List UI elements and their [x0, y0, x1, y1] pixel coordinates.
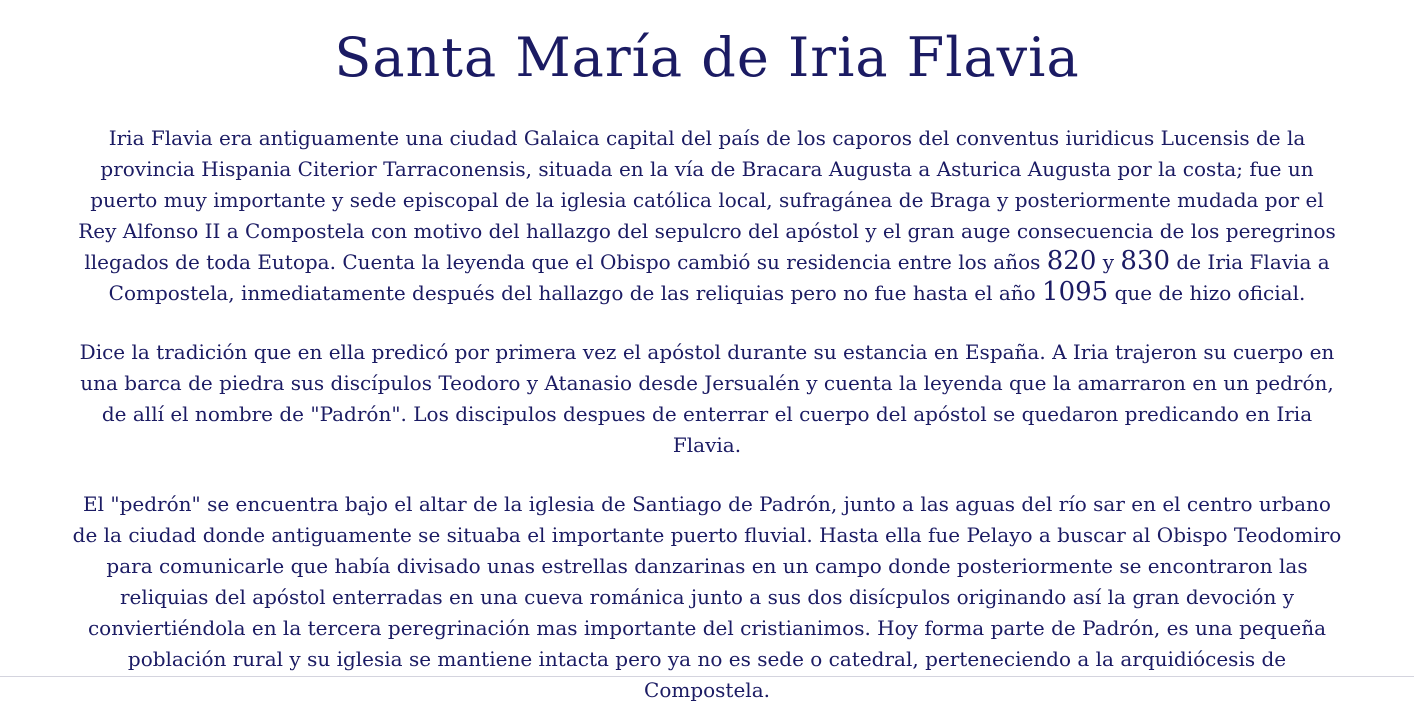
paragraph-text: y: [1096, 250, 1121, 274]
paragraph-text: El "pedrón" se encuentra bajo el altar de la iglesia de Santiago de Padrón, junto a las aguas del río sar en el centro urbano de la ciudad donde antiguamente se situaba el importante puerto fluvial. Hasta ella fue Pelayo a buscar al Obispo Teodomiro para comunicarle que había divisado unas estrellas danzarinas en un campo donde posteriormente se encontraron las reliquias del apóstol enterradas en una cueva románica junto a sus dos disícpulos originando así la gran devoción y conviertiéndola en la tercera peregrinación mas importante del cristianimos. Hoy forma parte de Padrón, es una pequeña población rural y su iglesia se mantiene intacta pero ya no es sede o catedral, perteneciendo a la arquidiócesis de Compostela.: [72, 492, 1342, 702]
year-number: 820: [1046, 246, 1097, 276]
paragraph-text: de Iria Flavia a Compostela, inmediatamente después del hallazgo de las reliquias pero no fue hasta el año: [108, 250, 1330, 305]
paragraph: [69, 123, 1345, 309]
paragraph-text: que de hizo oficial.: [1108, 281, 1306, 305]
paragraph-text: Iria Flavia era antiguamente una ciudad Galaica capital del país de los caporos del conventus iuridicus Lucensis de la provincia Hispania Citerior Tarraconensis, situada en la vía de Bracara Augusta a Asturica Augusta por la costa; fue un puerto muy importante y sede episcopal de la iglesia católica local, sufragánea de Braga y posteriormente mudada por el Rey Alfonso II a Compostela con motivo del hallazgo del sepulcro del apóstol y el gran auge consecuencia de los peregrinos llegados de toda Eutopa. Cuenta la leyenda que el Obispo cambió su residencia entre los años: [78, 126, 1336, 274]
paragraph: [69, 489, 1345, 706]
page-title: Santa María de Iria Flavia: [334, 26, 1080, 89]
year-number: 830: [1120, 246, 1171, 276]
paragraph: [69, 337, 1345, 461]
bottom-divider: [0, 676, 1414, 677]
paragraphs: [69, 123, 1345, 706]
paragraph-text: Dice la tradición que en ella predicó por primera vez el apóstol durante su estancia en España. A Iria trajeron su cuerpo en una barca de piedra sus discípulos Teodoro y Atanasio desde Jersualén y cuenta la leyenda que la amarraron en un pedrón, de allí el nombre de "Padrón". Los discipulos despues de enterrar el cuerpo del apóstol se quedaron predicando en Iria Flavia.: [79, 340, 1335, 457]
year-number: 1095: [1042, 277, 1109, 307]
